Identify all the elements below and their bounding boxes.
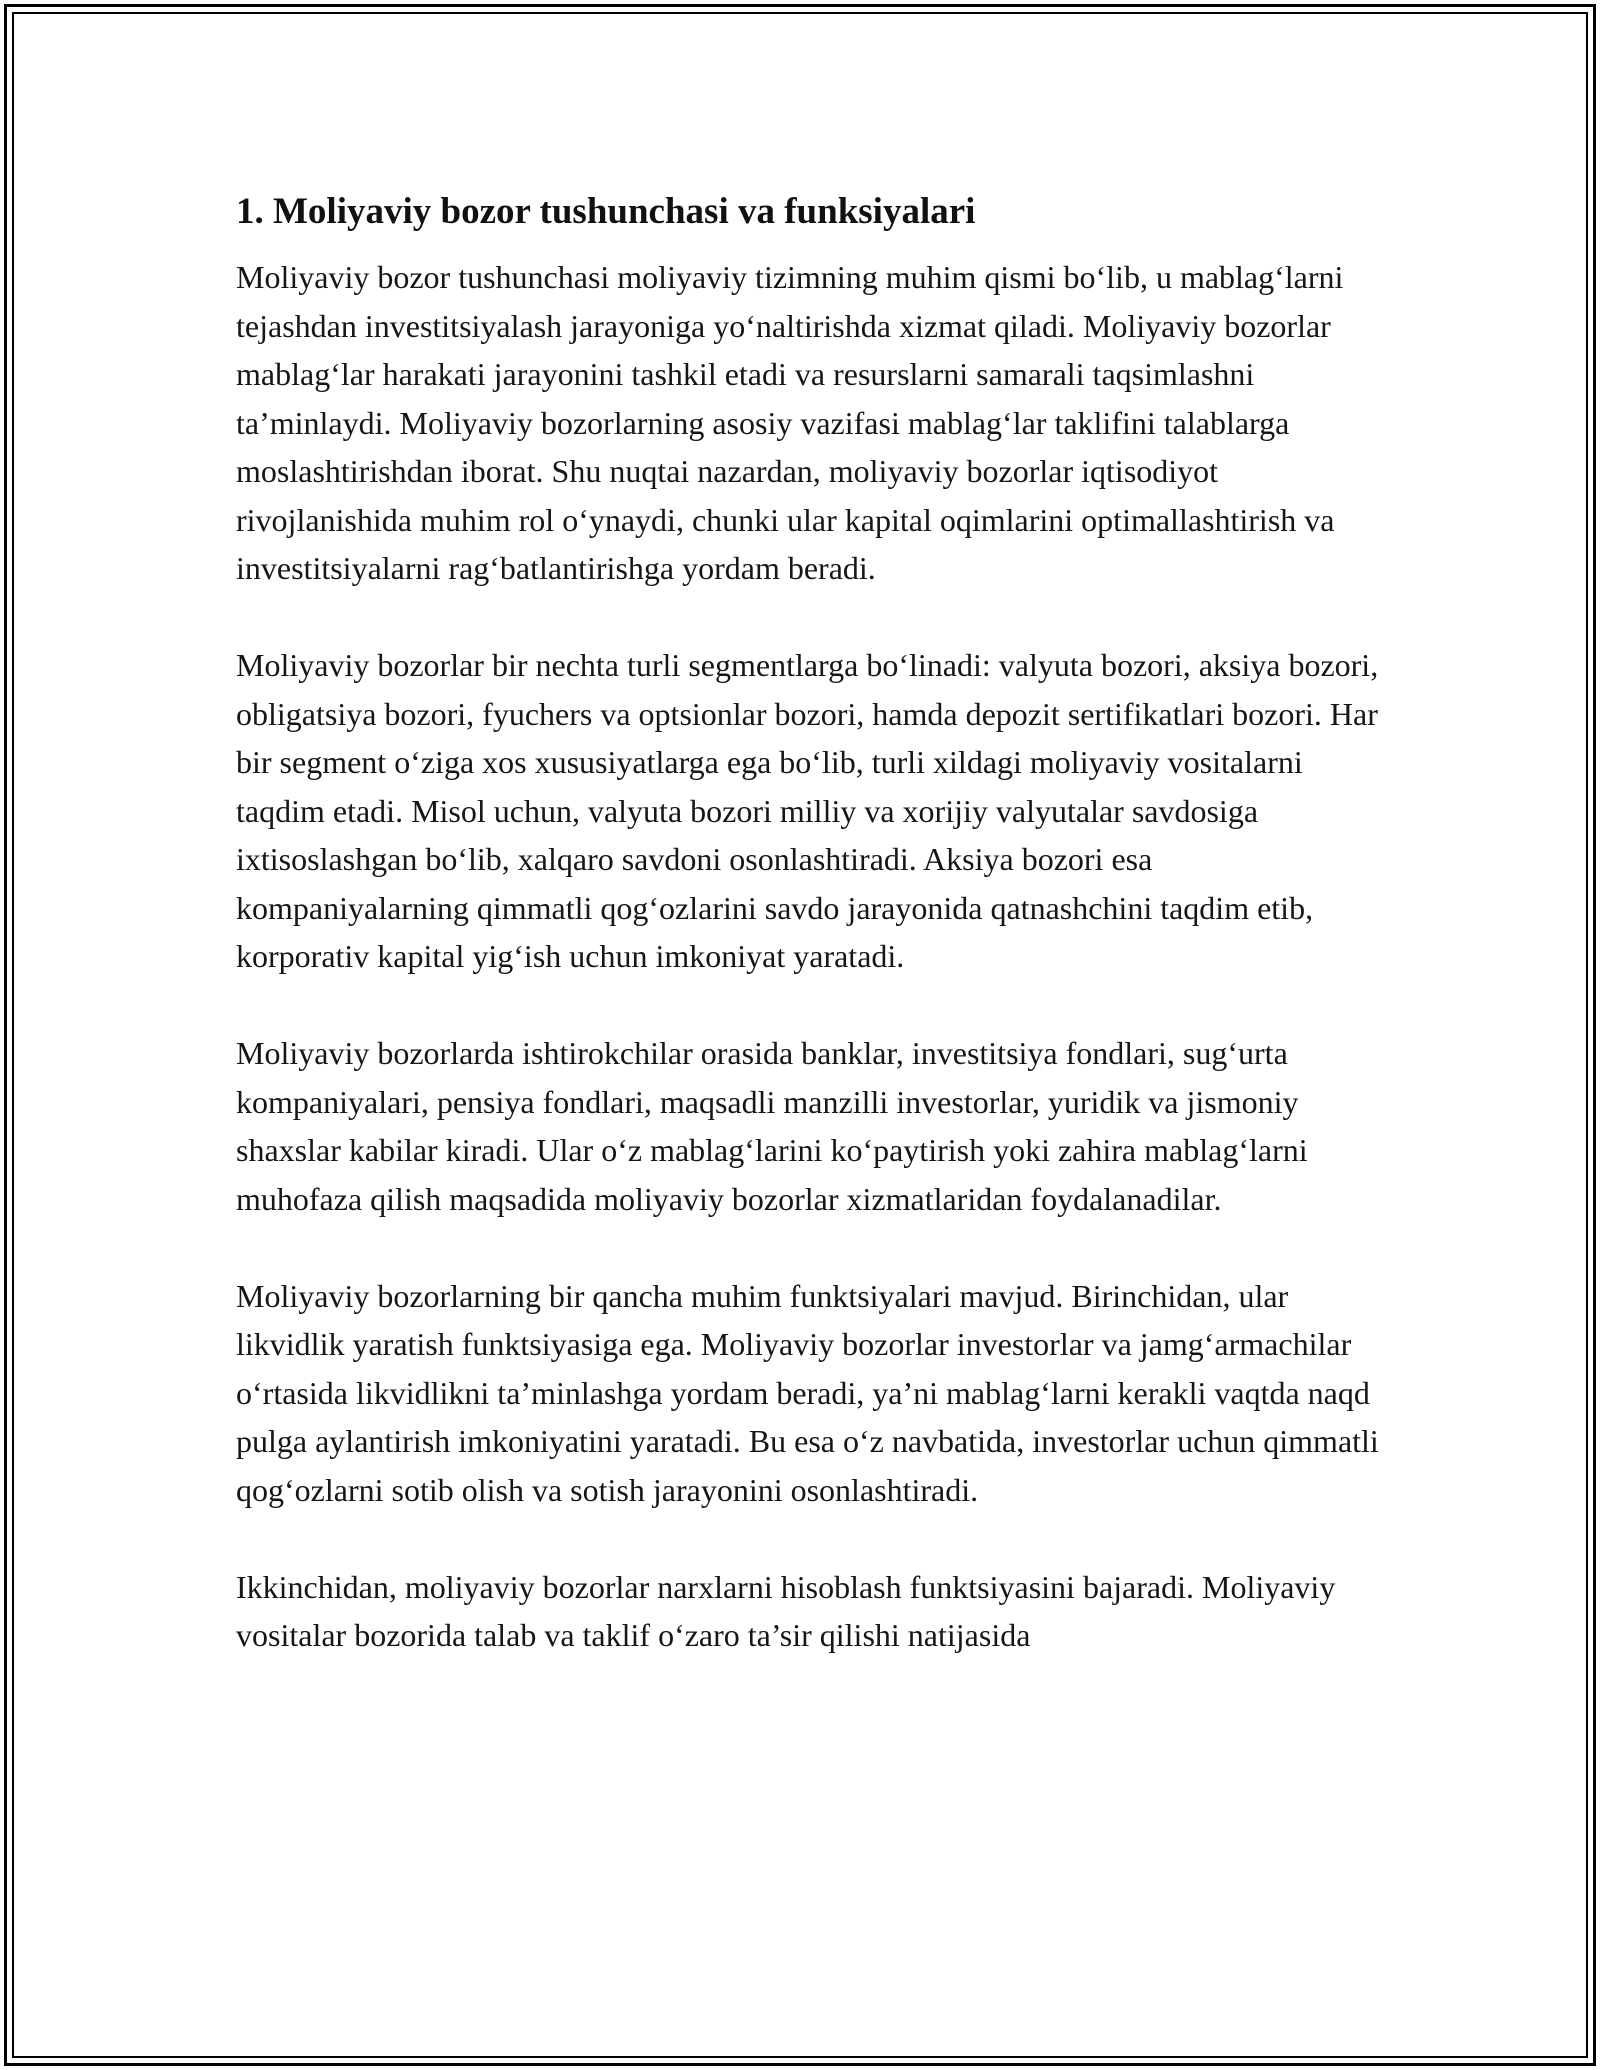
paragraph-4: Moliyaviy bozorlarning bir qancha muhim funktsiyalari mavjud. Birinchidan, ular likvidlik yaratish funktsiyasiga ega. Moliyaviy bozorlar investorlar va jamg‘armachilar o‘rtasida likvidlikni ta’minlashga yordam beradi, ya’ni mablag‘larni kerakli vaqtda naqd pulga aylantirish imkoniyatini yaratadi. Bu esa o‘z navbatida, investorlar uchun qimmatli qog‘ozlarni sotib olish va sotish jarayonini osonlashtiradi.: [236, 1277, 1379, 1508]
paragraph-1: Moliyaviy bozor tushunchasi moliyaviy tizimning muhim qismi bo‘lib, u mablag‘larni tejashdan investitsiyalash jarayoniga yo‘naltirishda xizmat qiladi. Moliyaviy bozorlar mablag‘lar harakati jarayonini tashkil etadi va resurslarni samarali taqsimlashni ta’minlaydi. Moliyaviy bozorlarning asosiy vazifasi mablag‘lar taklifini talablarga moslashtirishdan iborat. Shu nuqtai nazardan, moliyaviy bozorlar iqtisodiyot rivojlanishida muhim rol o‘ynaydi, chunki ular kapital oqimlarini optimallashtirish va investitsiyalarni rag‘batlantirishga yordam beradi.: [236, 259, 1344, 586]
document-body: [236, 187, 1381, 1660]
paragraph-2: Moliyaviy bozorlar bir nechta turli segmentlarga bo‘linadi: valyuta bozori, aksiya bozori, obligatsiya bozori, fyuchers va optsionlar bozori, hamda depozit sertifikatlari bozori. Har bir segment o‘ziga xos xususiyatlarga ega bo‘lib, turli xildagi moliyaviy vositalarni taqdim etadi. Misol uchun, valyuta bozori milliy va xorijiy valyutalar savdosiga ixtisoslashgan bo‘lib, xalqaro savdoni osonlashtiradi. Aksiya bozori esa kompaniyalarning qimmatli qog‘ozlarini savdo jarayonida qatnashchini taqdim etib, korporativ kapital yig‘ish uchun imkoniyat yaratadi.: [236, 647, 1379, 974]
paragraph-5: Ikkinchidan, moliyaviy bozorlar narxlarni hisoblash funktsiyasini bajaradi. Moliyaviy vositalar bozorida talab va taklif o‘zaro ta’sir qilishi natijasida: [236, 1568, 1336, 1653]
paragraph-3: Moliyaviy bozorlarda ishtirokchilar orasida banklar, investitsiya fondlari, sug‘urta kompaniyalari, pensiya fondlari, maqsadli manzilli investorlar, yuridik va jismoniy shaxslar kabilar kiradi. Ular o‘z mablag‘larini ko‘paytirish yoki zahira mablag‘larni muhofaza qilish maqsadida moliyaviy bozorlar xizmatlaridan foydalanadilar.: [236, 1035, 1308, 1217]
section-heading: 1. Moliyaviy bozor tushunchasi va funksiyalari: [236, 191, 976, 232]
